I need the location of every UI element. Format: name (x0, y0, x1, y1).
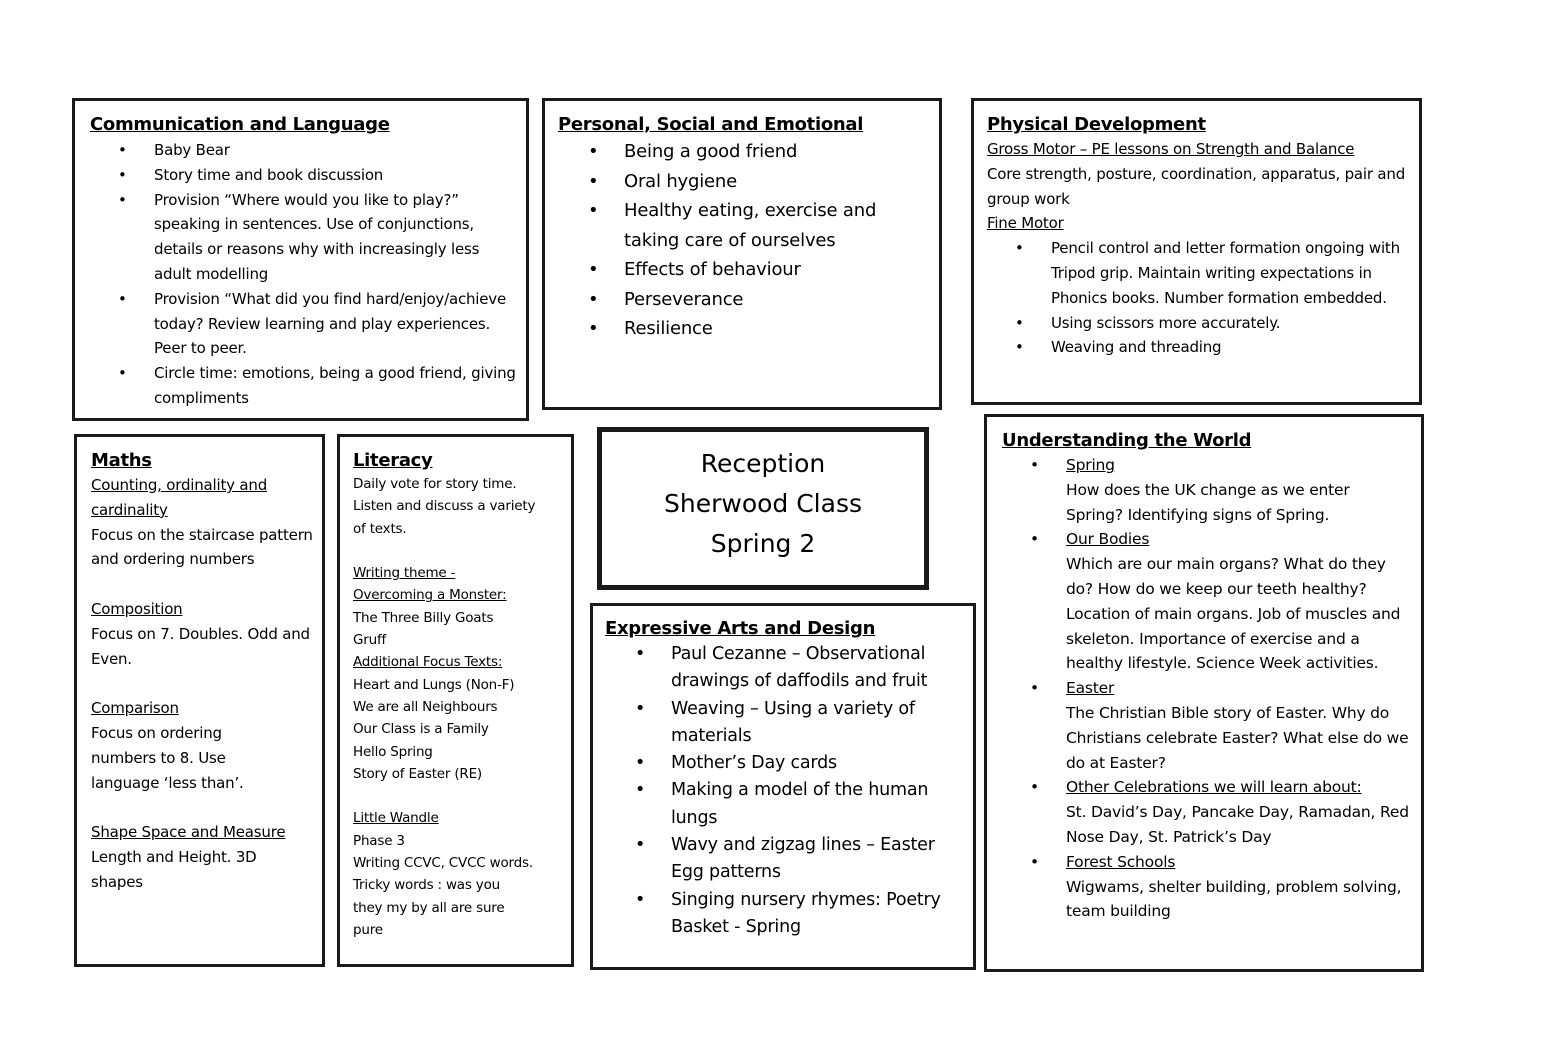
maths-title: Maths (91, 450, 152, 471)
maths-section-text: Focus on ordering numbers to 8. Use language ‘less than’. (91, 723, 244, 792)
expressive-arts-list (605, 641, 967, 941)
world-topic-text: The Christian Bible story of Easter. Why do Christians celebrate Easter? What else do we do at Easter? (1066, 703, 1409, 772)
gross-motor-heading: Gross Motor – PE lessons on Strength and Balance (987, 140, 1355, 158)
pse-box (542, 98, 942, 410)
list-item: • Circle time: emotions, being a good friend, giving compliments (154, 361, 516, 411)
additional-texts-heading: Additional Focus Texts: (353, 654, 503, 671)
world-topic-heading: • Our Bodies (1066, 530, 1150, 549)
literacy-box (337, 434, 574, 967)
list-item: • Perseverance (624, 285, 931, 315)
list-item: • Resilience (624, 314, 931, 344)
list-item: • Baby Bear (154, 138, 516, 163)
phonics-line: Writing CCVC, CVCC words. (353, 855, 533, 872)
list-item: • Being a good friend (624, 137, 931, 167)
world-topic-text: Which are our main organs? What do they do? How do we keep our teeth healthy? Location of main organs. Job of muscles and skeleton. Importance of exercise and a healthy lifestyle. Science Week activities. (1066, 555, 1401, 673)
list-item (1066, 676, 1409, 775)
maths-section-heading: Comparison (91, 699, 179, 718)
list-item: • Pencil control and letter formation ongoing with Tripod grip. Maintain writing expectations in Phonics books. Number formation embedded. (1051, 236, 1411, 310)
list-item: • Making a model of the human lungs (671, 777, 967, 832)
list-item (1066, 453, 1409, 527)
list-item: • Provision “What did you find hard/enjoy/achieve today? Review learning and play experiences. Peer to peer. (154, 287, 516, 361)
pse-list (558, 137, 931, 344)
maths-section-text: Length and Height. 3D shapes (91, 847, 257, 891)
world-topic-text: Wigwams, shelter building, problem solving, team building (1066, 877, 1402, 921)
list-item: • Healthy eating, exercise and taking care of ourselves (624, 196, 931, 255)
communication-language-list (90, 138, 516, 411)
list-item (1066, 850, 1409, 924)
list-item: • Story time and book discussion (154, 163, 516, 188)
world-topic-heading: • Forest Schools (1066, 852, 1176, 871)
literacy-intro: Daily vote for story time. Listen and discuss a variety of texts. (353, 476, 536, 537)
class-header-box (597, 427, 929, 590)
additional-text-item: Heart and Lungs (Non-F) (353, 676, 515, 693)
maths-section-text: Focus on the staircase pattern and ordering numbers (91, 525, 313, 569)
list-item: • Effects of behaviour (624, 255, 931, 285)
list-item: • Singing nursery rhymes: Poetry Basket - Spring (671, 887, 967, 942)
fine-motor-heading: Fine Motor (987, 214, 1064, 233)
literacy-title: Literacy (353, 450, 433, 471)
world-topic-heading: • Easter (1066, 679, 1115, 698)
header-line-class: Sherwood Class (664, 489, 862, 518)
list-item: • Oral hygiene (624, 167, 931, 197)
additional-text-item: Our Class is a Family (353, 721, 489, 738)
phonics-heading: Little Wandle (353, 810, 439, 827)
world-topic-text: How does the UK change as we enter Spring? Identifying signs of Spring. (1066, 480, 1350, 524)
header-line-term: Spring 2 (710, 529, 816, 558)
writing-theme-subheading: Overcoming a Monster: (353, 587, 507, 604)
understanding-world-title: Understanding the World (1002, 430, 1252, 451)
world-topic-heading: • Spring (1066, 456, 1115, 474)
understanding-world-list (1002, 453, 1409, 924)
communication-language-title: Communication and Language (90, 114, 390, 135)
fine-motor-list (987, 236, 1411, 360)
phonics-line: Phase 3 (353, 832, 405, 849)
list-item: • Weaving and threading (1051, 335, 1411, 360)
list-item: • Using scissors more accurately. (1051, 311, 1411, 336)
maths-content (91, 473, 316, 895)
maths-section-text: Focus on 7. Doubles. Odd and Even. (91, 624, 310, 668)
additional-text-item: We are all Neighbours (353, 698, 498, 715)
physical-development-title: Physical Development (987, 114, 1206, 135)
list-item: • Provision “Where would you like to play?” speaking in sentences. Use of conjunctions, details or reasons why with increasingly less adult modelling (154, 188, 516, 287)
list-item (1066, 527, 1409, 676)
world-topic-text: St. David’s Day, Pancake Day, Ramadan, Red Nose Day, St. Patrick’s Day (1066, 803, 1409, 846)
physical-development-box (971, 98, 1422, 405)
expressive-arts-box (590, 603, 976, 970)
understanding-world-box (984, 414, 1424, 972)
pse-title: Personal, Social and Emotional (558, 114, 864, 135)
writing-theme-text: The Three Billy Goats Gruff (353, 609, 494, 649)
maths-box (74, 434, 325, 967)
communication-language-box (72, 98, 529, 421)
list-item: • Weaving – Using a variety of materials (671, 696, 967, 751)
header-line-reception: Reception (700, 449, 826, 478)
writing-theme-heading: Writing theme - (353, 565, 456, 582)
world-topic-heading: • Other Celebrations we will learn about: (1066, 778, 1362, 797)
list-item: • Mother’s Day cards (671, 750, 967, 777)
list-item (1066, 775, 1409, 849)
maths-section-heading: Shape Space and Measure (91, 823, 286, 842)
maths-section-heading: Counting, ordinality and cardinality (91, 476, 268, 519)
expressive-arts-title: Expressive Arts and Design (605, 618, 876, 639)
gross-motor-text: Core strength, posture, coordination, apparatus, pair and group work (987, 164, 1406, 208)
list-item: • Paul Cezanne – Observational drawings of daffodils and fruit (671, 641, 967, 696)
list-item: • Wavy and zigzag lines – Easter Egg patterns (671, 832, 967, 887)
additional-text-item: Story of Easter (RE) (353, 765, 482, 782)
phonics-line: Tricky words : was you they my by all are sure pure (353, 877, 505, 938)
additional-text-item: Hello Spring (353, 743, 433, 760)
literacy-content (353, 473, 566, 941)
maths-section-heading: Composition (91, 599, 183, 618)
